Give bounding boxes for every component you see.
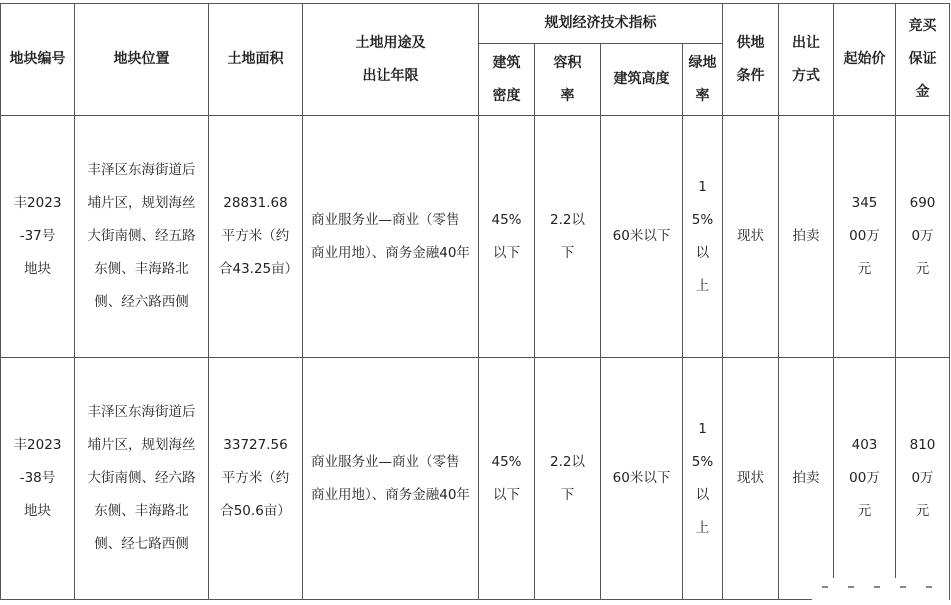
cell-height: 60米以下 xyxy=(601,116,683,358)
header-start-price: 起始价 xyxy=(834,4,896,116)
header-use: 土地用途及出让年限 xyxy=(303,4,479,116)
cell-supply: 现状 xyxy=(723,116,779,358)
header-indicators: 规划经济技术指标 xyxy=(479,4,723,44)
cell-deposit: 6900万元 xyxy=(896,116,950,358)
header-method: 出让方式 xyxy=(779,4,834,116)
cell-density: 45%以下 xyxy=(479,116,535,358)
header-block-no: 地块编号 xyxy=(1,4,75,116)
cell-location: 丰泽区东海街道后埔片区，规划海丝大街南侧、经六路东侧、丰海路北侧、经七路西侧 xyxy=(75,358,209,600)
cell-start-price: 40300万元 xyxy=(834,358,896,600)
header-green: 绿地率 xyxy=(683,44,723,116)
header-height: 建筑高度 xyxy=(601,44,683,116)
cell-location: 丰泽区东海街道后埔片区，规划海丝大街南侧、经五路东侧、丰海路北侧、经六路西侧 xyxy=(75,116,209,358)
cell-density: 45%以下 xyxy=(479,358,535,600)
cell-area: 28831.68平方米（约合43.25亩） xyxy=(209,116,303,358)
header-far: 容积率 xyxy=(535,44,601,116)
table-row xyxy=(1,358,950,600)
cell-block-no: 丰2023-37号地块 xyxy=(1,116,75,358)
cell-start-price: 34500万元 xyxy=(834,116,896,358)
cell-method: 拍卖 xyxy=(779,358,834,600)
cell-use: 商业服务业—商业（零售商业用地）、商务金融40年 xyxy=(303,116,479,358)
cell-method: 拍卖 xyxy=(779,116,834,358)
cell-green: 15%以上 xyxy=(683,358,723,600)
cell-deposit: 8100万元 xyxy=(896,358,950,600)
cell-height: 60米以下 xyxy=(601,358,683,600)
table-row xyxy=(1,116,950,358)
header-deposit: 竞买保证金 xyxy=(896,4,950,116)
cell-area: 33727.56平方米（约合50.6亩） xyxy=(209,358,303,600)
cell-far: 2.2以下 xyxy=(535,116,601,358)
cell-use: 商业服务业—商业（零售商业用地）、商务金融40年 xyxy=(303,358,479,600)
land-parcel-table xyxy=(0,3,950,600)
cell-supply: 现状 xyxy=(723,358,779,600)
header-location: 地块位置 xyxy=(75,4,209,116)
cell-block-no: 丰2023-38号地块 xyxy=(1,358,75,600)
header-density: 建筑密度 xyxy=(479,44,535,116)
cell-green: 15%以上 xyxy=(683,116,723,358)
header-supply: 供地条件 xyxy=(723,4,779,116)
cell-far: 2.2以下 xyxy=(535,358,601,600)
torn-edge-overlay xyxy=(812,578,949,604)
header-area: 土地面积 xyxy=(209,4,303,116)
